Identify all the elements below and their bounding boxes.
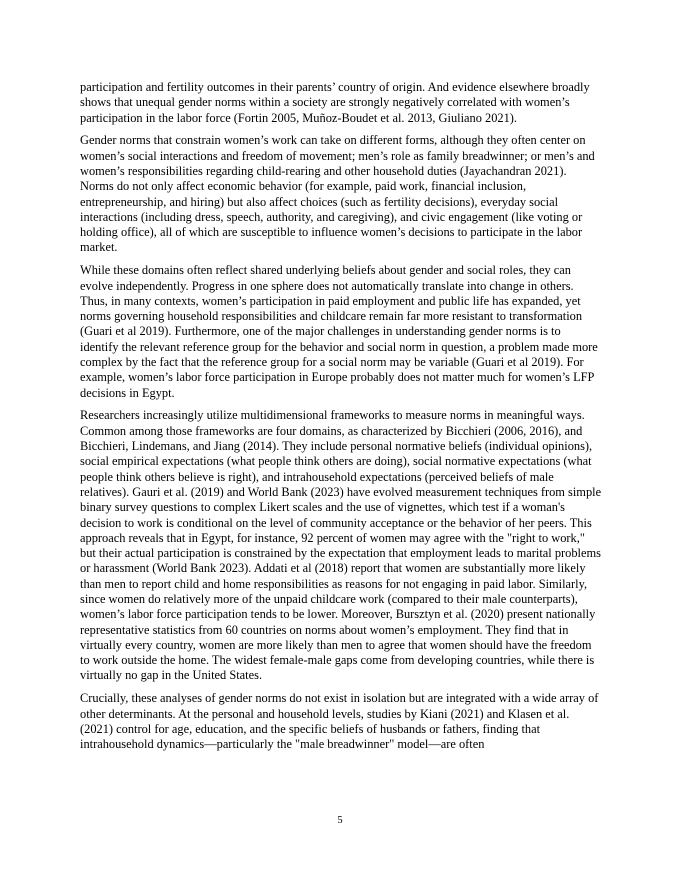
paragraph-1: participation and fertility outcomes in their parents’ country of origin. And evidence elsewhere broadly shows that unequal gender norms within a society are strongly negatively correlated with women’s participation in the labor force (Fortin 2005, Muñoz-Boudet et al. 2013, Giuliano 2021).: [80, 80, 590, 125]
page-number: 5: [337, 815, 343, 826]
paragraph-2: Gender norms that constrain women’s work can take on different forms, although they often center on women’s social interactions and freedom of movement; men’s role as family breadwinner; or men’s and women’s responsibilities regarding child-rearing and other household duties (Jayachandran 2021). Norms do not only affect economic behavior (for example, paid work, financial inclusion, entrepreneurship, and hiring) but also affect choices (such as fertility decisions), everyday social interactions (including dress, speech, authority, and caregiving), and civic engagement (like voting or holding office), all of which are susceptible to influence women’s decisions to participate in the labor market.: [80, 133, 595, 255]
body-text: [80, 80, 602, 760]
paragraph-3: While these domains often reflect shared underlying beliefs about gender and social roles, they can evolve independently. Progress in one sphere does not automatically translate into change in others. Thus, in many contexts, women’s participation in paid employment and public life has expanded, yet norms governing household responsibilities and childcare remain far more resistant to transformation (Guari et al 2019). Furthermore, one of the major challenges in understanding gender norms is to identify the relevant reference group for the behavior and social norm in question, a problem made more complex by the fact that the reference group for a social norm may be variable (Guari et al 2019). For example, women’s labor force participation in Europe probably does not matter much for women’s LFP decisions in Egypt.: [80, 263, 598, 400]
paragraph-4: Researchers increasingly utilize multidimensional frameworks to measure norms in meaningful ways. Common among those frameworks are four domains, as characterized by Bicchieri (2006, 2016), and Bicchieri, Lindemans, and Jiang (2014). They include personal normative beliefs (individual opinions), social empirical expectations (what people think others are doing), social normative expectations (what people think others believe is right), and intrahousehold expectations (perceived beliefs of male relatives). Gauri et al. (2019) and World Bank (2023) have evolved measurement techniques from simple binary survey questions to complex Likert scales and the use of vignettes, which test if a woman's decision to work is conditional on the level of community acceptance or the behavior of her peers. This approach reveals that in Egypt, for instance, 92 percent of women may agree with the "right to work," but their actual participation is constrained by the expectation that employment leads to marital problems or harassment (World Bank 2023). Addati et al (2018) report that women are substantially more likely than men to report child and home responsibilities as reasons for not engaging in paid labor. Similarly, since women do relatively more of the unpaid childcare work (compared to their male counterparts), women’s labor force participation tends to be lower. Moreover, Bursztyn et al. (2020) present nationally representative statistics from 60 countries on norms about women’s employment. They find that in virtually every country, women are more likely than men to agree that women should have the freedom to work outside the home. The widest female-male gaps come from developing countries, while there is virtually no gap in the United States.: [80, 408, 602, 683]
paragraph-5: Crucially, these analyses of gender norms do not exist in isolation but are integrated with a wide array of other determinants. At the personal and household levels, studies by Kiani (2021) and Klasen et al. (2021) control for age, education, and the specific beliefs of husbands or fathers, finding that intrahousehold dynamics—particularly the "male breadwinner" model—are often: [80, 691, 599, 752]
